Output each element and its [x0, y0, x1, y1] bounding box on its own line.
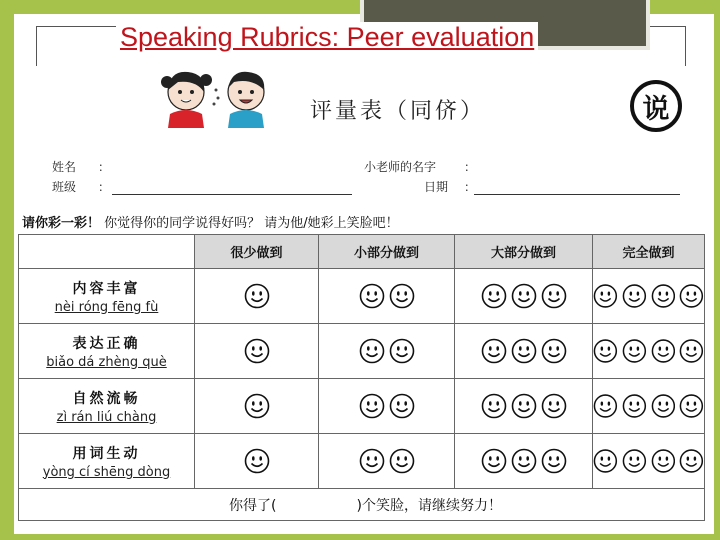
rubric-row-vocabulary: [19, 434, 705, 489]
smiley-cell[interactable]: [195, 379, 319, 434]
class-colon: ：: [98, 180, 111, 194]
criterion-cell: [19, 434, 195, 489]
smiley-face-icon: [481, 338, 507, 364]
header-partly: 小部分做到: [319, 235, 455, 269]
smiley-face-icon: [622, 448, 647, 474]
smiley-face-icon: [541, 393, 567, 419]
smiley-face-icon: [389, 448, 415, 474]
smiley-face-icon: [593, 393, 618, 419]
smiley-cell[interactable]: [455, 379, 593, 434]
date-field-line: [474, 194, 680, 195]
rubric-footer-row: [19, 489, 705, 521]
header-rarely: 很少做到: [195, 235, 319, 269]
smiley-face-icon: [651, 393, 676, 419]
smiley-cell[interactable]: [593, 269, 705, 324]
smiley-face-icon: [244, 393, 270, 419]
smiley-face-icon: [244, 338, 270, 364]
smiley-face-icon: [481, 283, 507, 309]
smiley-cell[interactable]: [319, 324, 455, 379]
criterion-chinese: 自然流畅: [72, 390, 141, 407]
worksheet-title: 评量表（同侪）: [310, 99, 486, 124]
smiley-face-icon: [359, 283, 385, 309]
date-label: 日期: [424, 180, 449, 194]
criterion-pinyin: biǎo dá zhèng què: [46, 354, 167, 370]
smiley-face-icon: [622, 283, 647, 309]
smiley-face-icon: [593, 338, 618, 364]
smiley-face-icon: [679, 448, 704, 474]
smiley-cell[interactable]: [455, 269, 593, 324]
criterion-pinyin: yòng cí shēng dòng: [42, 464, 171, 480]
rubric-row-fluency: [19, 379, 705, 434]
rubric-header-row: [19, 235, 705, 269]
footer-suffix: )个笑脸，请继续努力！: [356, 497, 502, 514]
smiley-face-icon: [593, 448, 618, 474]
speaking-seal: 说: [630, 80, 682, 132]
smiley-face-icon: [541, 448, 567, 474]
name-colon: ：: [98, 160, 111, 174]
date-colon: ：: [464, 180, 477, 194]
smiley-face-icon: [651, 338, 676, 364]
smiley-face-icon: [359, 393, 385, 419]
smiley-face-icon: [389, 338, 415, 364]
teacher-name-label: 小老师的名字: [364, 160, 437, 174]
footer-prefix: 你得了(: [229, 497, 277, 514]
smiley-cell[interactable]: [319, 379, 455, 434]
header-mostly: 大部分做到: [455, 235, 593, 269]
smiley-face-icon: [651, 283, 676, 309]
smiley-cell[interactable]: [593, 379, 705, 434]
smiley-face-icon: [541, 283, 567, 309]
criterion-chinese: 表达正确: [72, 335, 141, 352]
smiley-face-icon: [679, 338, 704, 364]
name-label: 姓名: [52, 160, 77, 174]
rubric-row-accuracy: [19, 324, 705, 379]
worksheet: [18, 66, 708, 526]
rubric-row-content: [19, 269, 705, 324]
smiley-cell[interactable]: [319, 269, 455, 324]
smiley-cell[interactable]: [195, 434, 319, 489]
smiley-cell[interactable]: [593, 434, 705, 489]
criterion-cell: [19, 324, 195, 379]
smiley-face-icon: [244, 283, 270, 309]
smiley-face-icon: [622, 338, 647, 364]
smiley-face-icon: [481, 393, 507, 419]
teacher-colon: ：: [464, 160, 477, 174]
smiley-face-icon: [389, 283, 415, 309]
smiley-cell[interactable]: [455, 324, 593, 379]
instruction-bold: 请你彩一彩！: [22, 216, 101, 231]
smiley-face-icon: [244, 448, 270, 474]
smiley-cell[interactable]: [195, 269, 319, 324]
criterion-pinyin: nèi róng fēng fù: [54, 299, 159, 315]
rubric-table: [18, 234, 705, 521]
smiley-face-icon: [593, 283, 618, 309]
smiley-face-icon: [511, 283, 537, 309]
smiley-face-icon: [481, 448, 507, 474]
smiley-face-icon: [679, 393, 704, 419]
smiley-face-icon: [651, 448, 676, 474]
class-field-line: [112, 194, 352, 195]
smiley-face-icon: [389, 393, 415, 419]
header-fully: 完全做到: [593, 235, 705, 269]
smiley-cell[interactable]: [455, 434, 593, 489]
footer-cell: [19, 489, 705, 521]
smiley-face-icon: [359, 338, 385, 364]
smiley-face-icon: [541, 338, 567, 364]
smiley-face-icon: [511, 448, 537, 474]
smiley-face-icon: [622, 393, 647, 419]
class-label: 班级: [52, 180, 77, 194]
criterion-cell: [19, 379, 195, 434]
criterion-pinyin: zì rán liú chàng: [56, 409, 157, 425]
instruction: [22, 212, 399, 231]
smiley-face-icon: [511, 393, 537, 419]
smiley-face-icon: [511, 338, 537, 364]
smiley-cell[interactable]: [319, 434, 455, 489]
criterion-cell: [19, 269, 195, 324]
smiley-face-icon: [679, 283, 704, 309]
slide-title: Speaking Rubrics: Peer evaluation: [116, 22, 538, 53]
smiley-cell[interactable]: [195, 324, 319, 379]
smiley-cell[interactable]: [593, 324, 705, 379]
criterion-chinese: 内容丰富: [72, 280, 141, 297]
header-blank: [19, 235, 195, 269]
children-illustration: [148, 66, 288, 128]
instruction-text: 你觉得你的同学说得好吗？ 请为他/她彩上笑脸吧！: [104, 216, 399, 231]
smiley-face-icon: [359, 448, 385, 474]
criterion-chinese: 用词生动: [72, 445, 141, 462]
